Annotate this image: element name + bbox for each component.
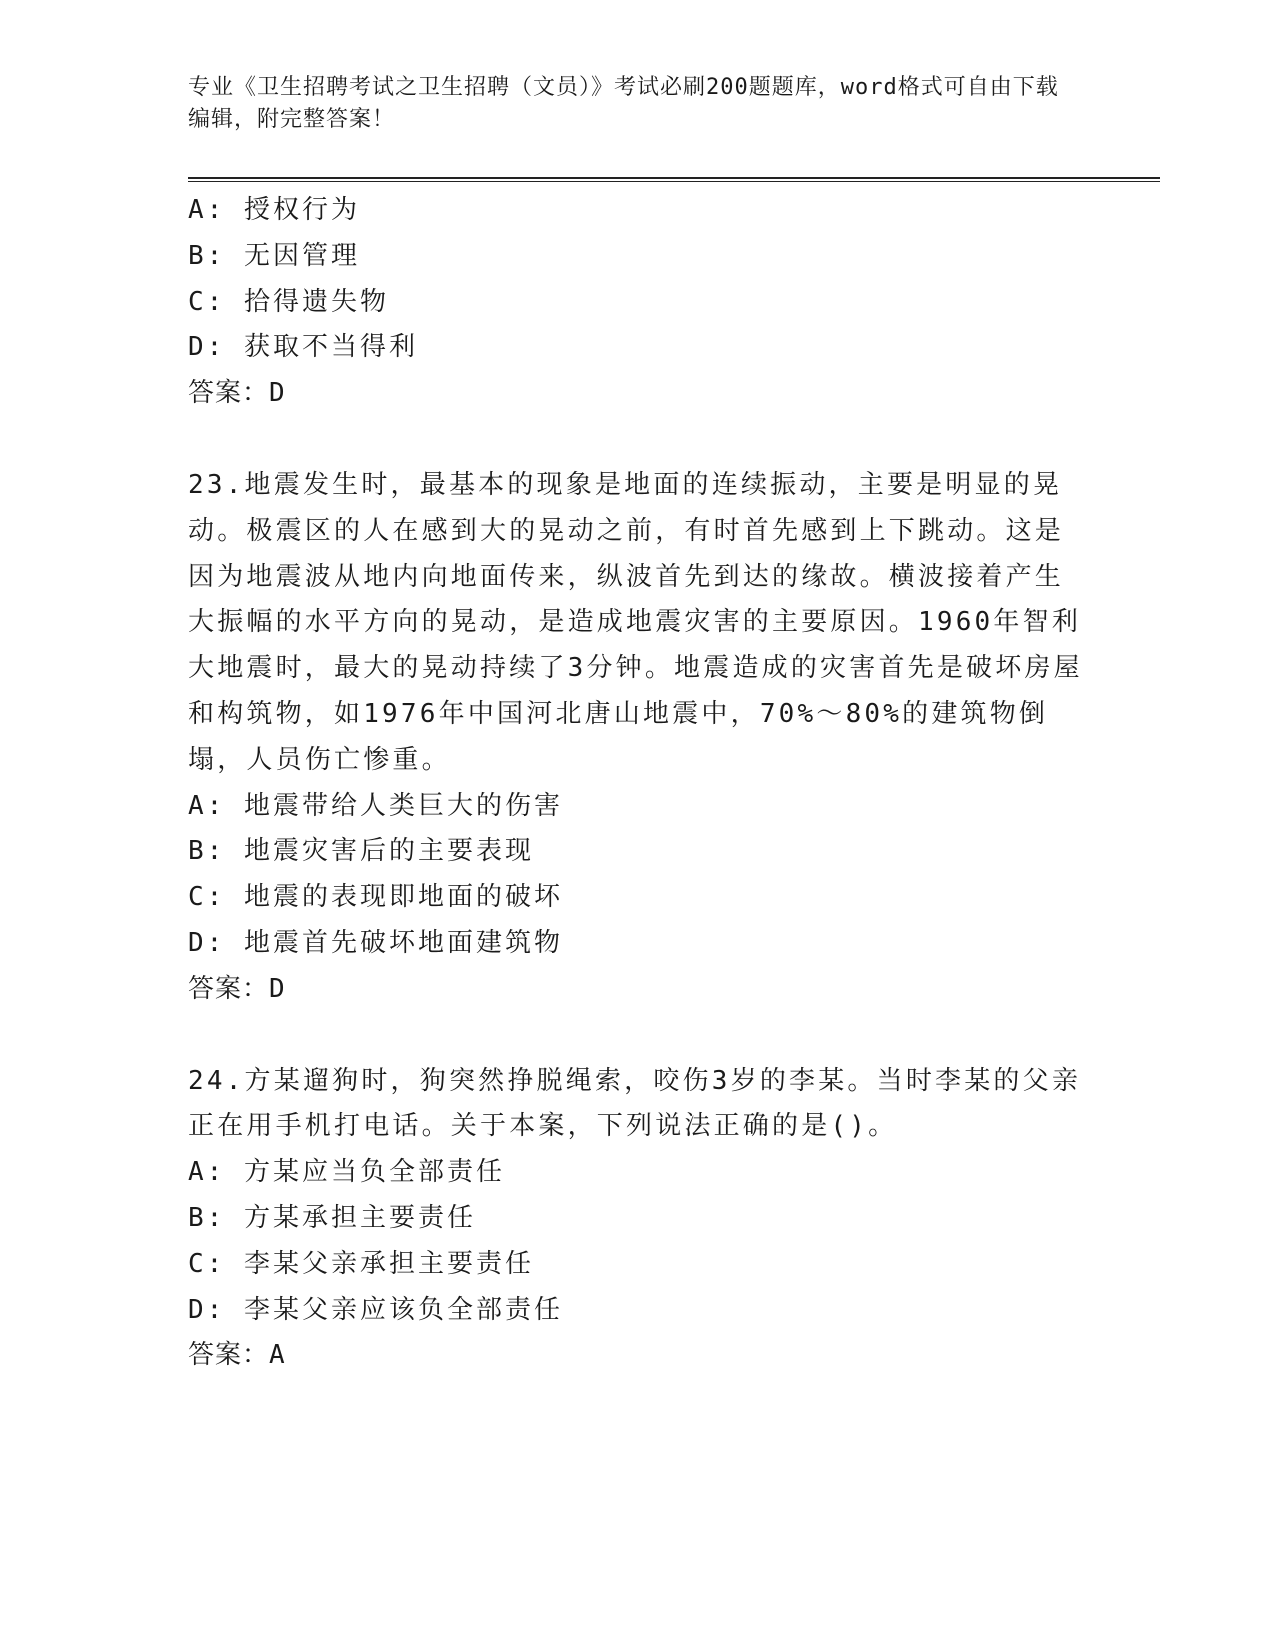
answer-line: 答案：D [188,973,286,1004]
header-divider [188,177,1160,182]
page-header: 专业《卫生招聘考试之卫生招聘（文员）》考试必刷200题题库，word格式可自由下载编辑，附完整答案！ [188,75,1059,132]
question-stem: 23.地震发生时，最基本的现象是地面的连续振动，主要是明显的晃动。极震区的人在感到大的晃动之前，有时首先感到上下跳动。这是因为地震波从地内向地面传来，纵波首先到达的缘故。横波接着产生大振幅的水平方向的晃动，是造成地震灾害的主要原因。1960年智利大地震时，最大的晃动持续了3分钟。地震造成的灾害首先是破坏房屋和构筑物，如1976年中国河北唐山地震中，70%～80%的建筑物倒塌，人员伤亡惨重。 [188,469,1083,775]
question-24 [188,1059,1088,1380]
option-d: D: 李某父亲应该负全部责任 [188,1294,563,1325]
option-a: A: 授权行为 [188,195,360,225]
option-a: A: 方某应当负全部责任 [188,1157,505,1188]
option-c: C: 李某父亲承担主要责任 [188,1248,534,1279]
question-22 [188,188,1088,417]
option-a: A: 地震带给人类巨大的伤害 [188,790,563,821]
option-c: C: 拾得遗失物 [188,286,389,317]
option-b: B: 地震灾害后的主要表现 [188,836,534,867]
document-page [188,0,1148,1650]
question-stem: 24.方某遛狗时，狗突然挣脱绳索，咬伤3岁的李某。当时李某的父亲正在用手机打电话。关于本案，下列说法正确的是()。 [188,1065,1082,1142]
answer-line: 答案：D [188,378,286,409]
option-b: B: 方某承担主要责任 [188,1202,476,1233]
option-d: D: 地震首先破坏地面建筑物 [188,927,563,958]
option-c: C: 地震的表现即地面的破坏 [188,882,563,913]
question-23 [188,463,1088,1013]
option-b: B: 无因管理 [188,240,360,271]
option-d: D: 获取不当得利 [188,332,418,363]
answer-line: 答案：A [188,1340,286,1371]
question-list [188,188,1088,1379]
